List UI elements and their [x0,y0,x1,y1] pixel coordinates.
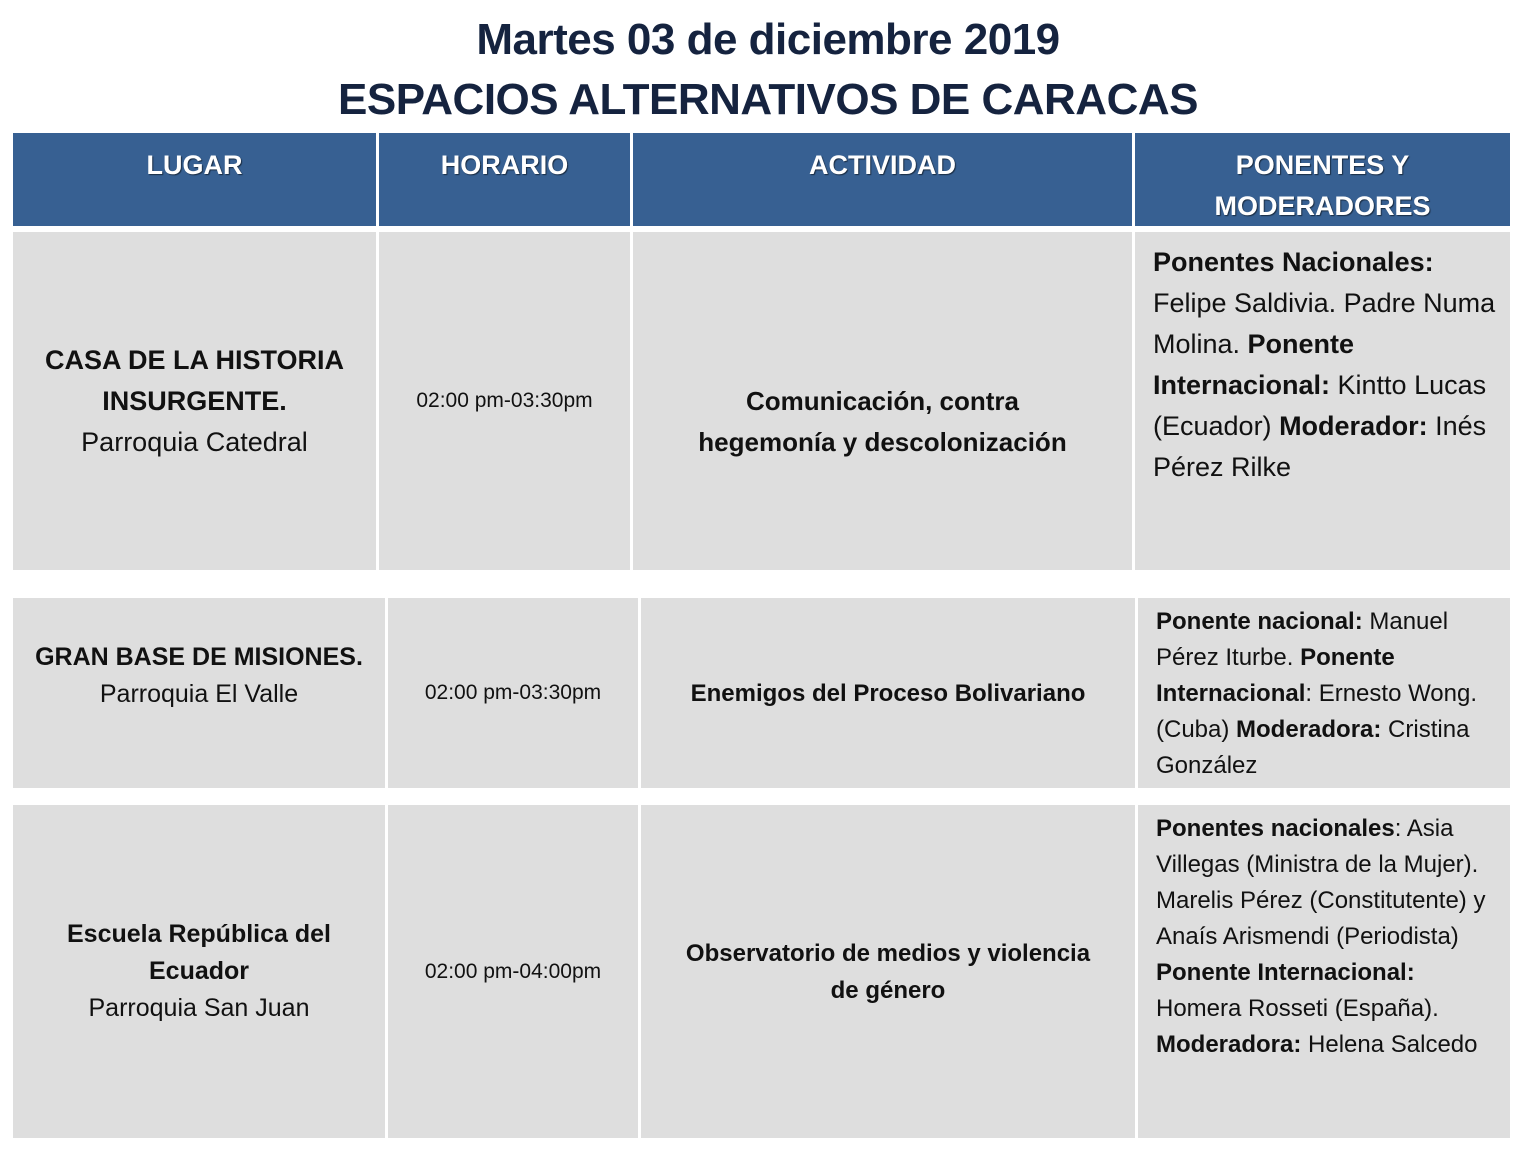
time-range: 02:00 pm-03:30pm [424,681,602,704]
cell-ponentes [1138,598,1510,788]
cell-horario [379,232,630,570]
cell-horario [388,598,638,788]
cell-lugar [13,805,385,1138]
page-title-event: ESPACIOS ALTERNATIVOS DE CARACAS [338,75,1198,124]
activity-title: de género [830,976,946,1004]
speakers-text [1156,811,1496,1063]
speaker-names: Kintto Lucas (Ecuador) [1153,370,1487,441]
cell-lugar [13,598,385,788]
cell-actividad [633,232,1132,570]
place-name: Ecuador [148,957,250,985]
place-name: CASA DE LA HISTORIA [44,344,345,375]
time-range: 02:00 pm-04:00pm [424,959,602,983]
activity-title: Observatorio de medios y violencia [685,939,1091,967]
place-name: GRAN BASE DE MISIONES. [35,643,363,671]
speakers-text [1156,604,1496,784]
speaker-names: Inés Pérez Rilke [1153,411,1487,482]
cell-ponentes [1135,232,1510,570]
header-horario [379,133,630,226]
place-parish: Parroquia San Juan [88,994,310,1022]
header-lugar [13,133,376,226]
speaker-role-label: Ponentes Nacionales: [1153,247,1434,277]
activity-title: hegemonía y descolonización [698,426,1067,457]
speaker-names: Manuel Pérez Iturbe. [1156,608,1449,671]
place-name: INSURGENTE. [102,385,287,416]
cell-ponentes [1138,805,1510,1138]
speaker-names: Homera Rosseti (España). [1156,995,1439,1022]
speaker-names: : Ernesto Wong. (Cuba) [1156,680,1478,743]
speaker-role-label: Moderadora: [1236,716,1382,743]
time-range: 02:00 pm-03:30pm [416,389,593,412]
cell-actividad [641,805,1135,1138]
place-parish: Parroquia Catedral [81,426,308,457]
speakers-text [1153,242,1496,488]
header-lugar-label: LUGAR [146,150,243,180]
speaker-role-label: Moderador: [1279,411,1428,441]
cell-actividad [641,598,1135,788]
speaker-role-label: Ponente Internacional: [1153,329,1355,400]
speaker-role-label: Ponentes nacionales [1156,815,1395,842]
page-title-date: Martes 03 de diciembre 2019 [476,15,1060,64]
cell-lugar [13,232,376,570]
activity-title: Enemigos del Proceso Bolivariano [690,679,1086,707]
speaker-role-label: Ponente nacional: [1156,608,1363,635]
header-ponentes-label-1: PONENTES Y [1235,150,1410,180]
speaker-names: Felipe Saldivia. Padre Numa Molina. [1153,288,1496,359]
cell-horario [388,805,638,1138]
speaker-role-label: Ponente Internacional [1156,644,1395,707]
speaker-role-label: Moderadora: [1156,1031,1302,1058]
header-actividad [633,133,1132,226]
speaker-names: Helena Salcedo [1301,1031,1478,1058]
speaker-role-label: Ponente Internacional: [1156,959,1415,986]
header-ponentes-label-2: MODERADORES [1214,191,1431,221]
header-ponentes [1135,133,1510,226]
header-actividad-label: ACTIVIDAD [809,150,956,180]
speaker-names: Cristina González [1156,716,1470,779]
speaker-names: : Asia Villegas (Ministra de la Mujer). Marelis Pérez (Constitutente) y Anaís Arismendi (Periodista) [1156,815,1486,950]
place-parish: Parroquia El Valle [99,680,299,708]
place-name: Escuela República del [67,920,331,948]
header-horario-label: HORARIO [440,150,569,180]
activity-title: Comunicación, contra [745,385,1020,416]
